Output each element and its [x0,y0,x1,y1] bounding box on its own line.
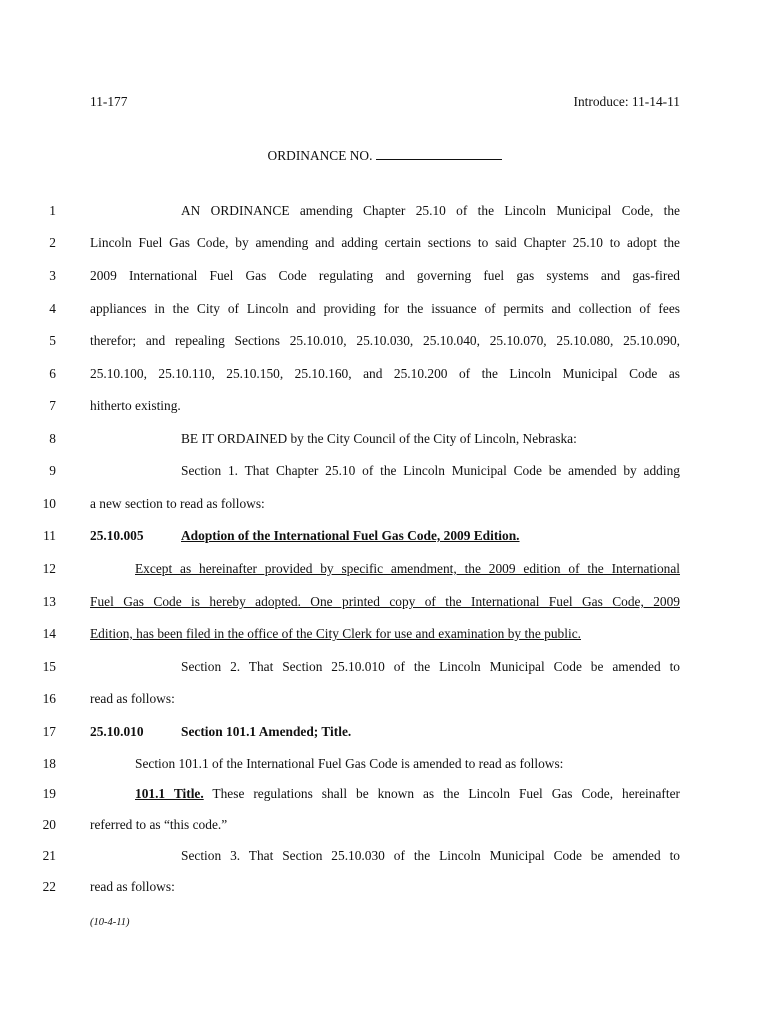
footer-date: (10-4-11) [90,917,130,928]
text-line: Lincoln Fuel Gas Code, by amending and adding certain sections to said Chapter 25.10 to adopt the [90,235,680,250]
line-number: 1 [49,203,56,218]
line-number: 20 [42,817,56,832]
line-number: 18 [42,756,56,771]
header-right-introduce-date: Introduce: 11-14-11 [573,94,680,109]
text-line: read as follows: [90,691,175,706]
text-line: referred to as “this code.” [90,817,228,832]
section-number: 25.10.005 [90,528,144,543]
section-heading-25-10-005 [90,528,680,544]
section-number: 25.10.010 [90,724,144,739]
line-number: 8 [49,431,56,446]
line-number: 15 [42,659,56,674]
ordinance-title-text: ORDINANCE NO. [267,148,373,163]
line-number: 7 [49,398,56,413]
text-line: 25.10.100, 25.10.110, 25.10.150, 25.10.160, and 25.10.200 of the Lincoln Municipal Code as [90,366,680,381]
section-title: Section 101.1 Amended; Title. [181,724,352,739]
text-line: therefor; and repealing Sections 25.10.010, 25.10.030, 25.10.040, 25.10.070, 25.10.080, 25.10.090, [90,333,680,348]
text-line-101-1-title [90,786,680,802]
line-number: 22 [42,879,56,894]
text-line: hitherto existing. [90,398,181,413]
text-line: read as follows: [90,879,175,894]
line-number: 5 [49,333,56,348]
subsection-text: These regulations shall be known as the Lincoln Fuel Gas Code, hereinafter [212,786,680,801]
line-number: 2 [49,235,56,250]
header-left-doc-number: 11-177 [90,94,128,109]
line-number: 14 [42,626,56,641]
text-line: Section 2. That Section 25.10.010 of the Lincoln Municipal Code be amended to [181,659,680,674]
line-number: 10 [42,496,56,511]
text-line: 2009 International Fuel Gas Code regulating and governing fuel gas systems and gas-fired [90,268,680,283]
section-title: Adoption of the International Fuel Gas Code, 2009 Edition. [181,528,520,543]
line-number: 9 [49,463,56,478]
subsection-label: 101.1 Title. [135,786,204,801]
line-number: 13 [42,594,56,609]
text-line: Fuel Gas Code is hereby adopted. One printed copy of the International Fuel Gas Code, 2009 [90,594,680,609]
ordinance-number-blank [376,147,502,160]
text-line: BE IT ORDAINED by the City Council of the City of Lincoln, Nebraska: [181,431,577,446]
text-line: a new section to read as follows: [90,496,265,511]
line-number: 11 [43,528,56,543]
line-number: 17 [42,724,56,739]
line-number: 6 [49,366,56,381]
line-number: 12 [42,561,56,576]
ordinance-title [0,147,770,164]
line-number: 21 [42,848,56,863]
text-line: Section 1. That Chapter 25.10 of the Lincoln Municipal Code be amended by adding [181,463,680,478]
text-line: Section 101.1 of the International Fuel Gas Code is amended to read as follows: [135,756,564,771]
text-line: Section 3. That Section 25.10.030 of the Lincoln Municipal Code be amended to [181,848,680,863]
line-number: 19 [42,786,56,801]
text-line: Edition, has been filed in the office of the City Clerk for use and examination by the public. [90,626,581,641]
line-number: 3 [49,268,56,283]
section-heading-25-10-010 [90,724,680,740]
text-line: Except as hereinafter provided by specific amendment, the 2009 edition of the International [135,561,680,576]
line-number: 4 [49,301,56,316]
text-line: appliances in the City of Lincoln and providing for the issuance of permits and collection of fees [90,301,680,316]
line-number: 16 [42,691,56,706]
text-line: AN ORDINANCE amending Chapter 25.10 of the Lincoln Municipal Code, the [181,203,680,218]
